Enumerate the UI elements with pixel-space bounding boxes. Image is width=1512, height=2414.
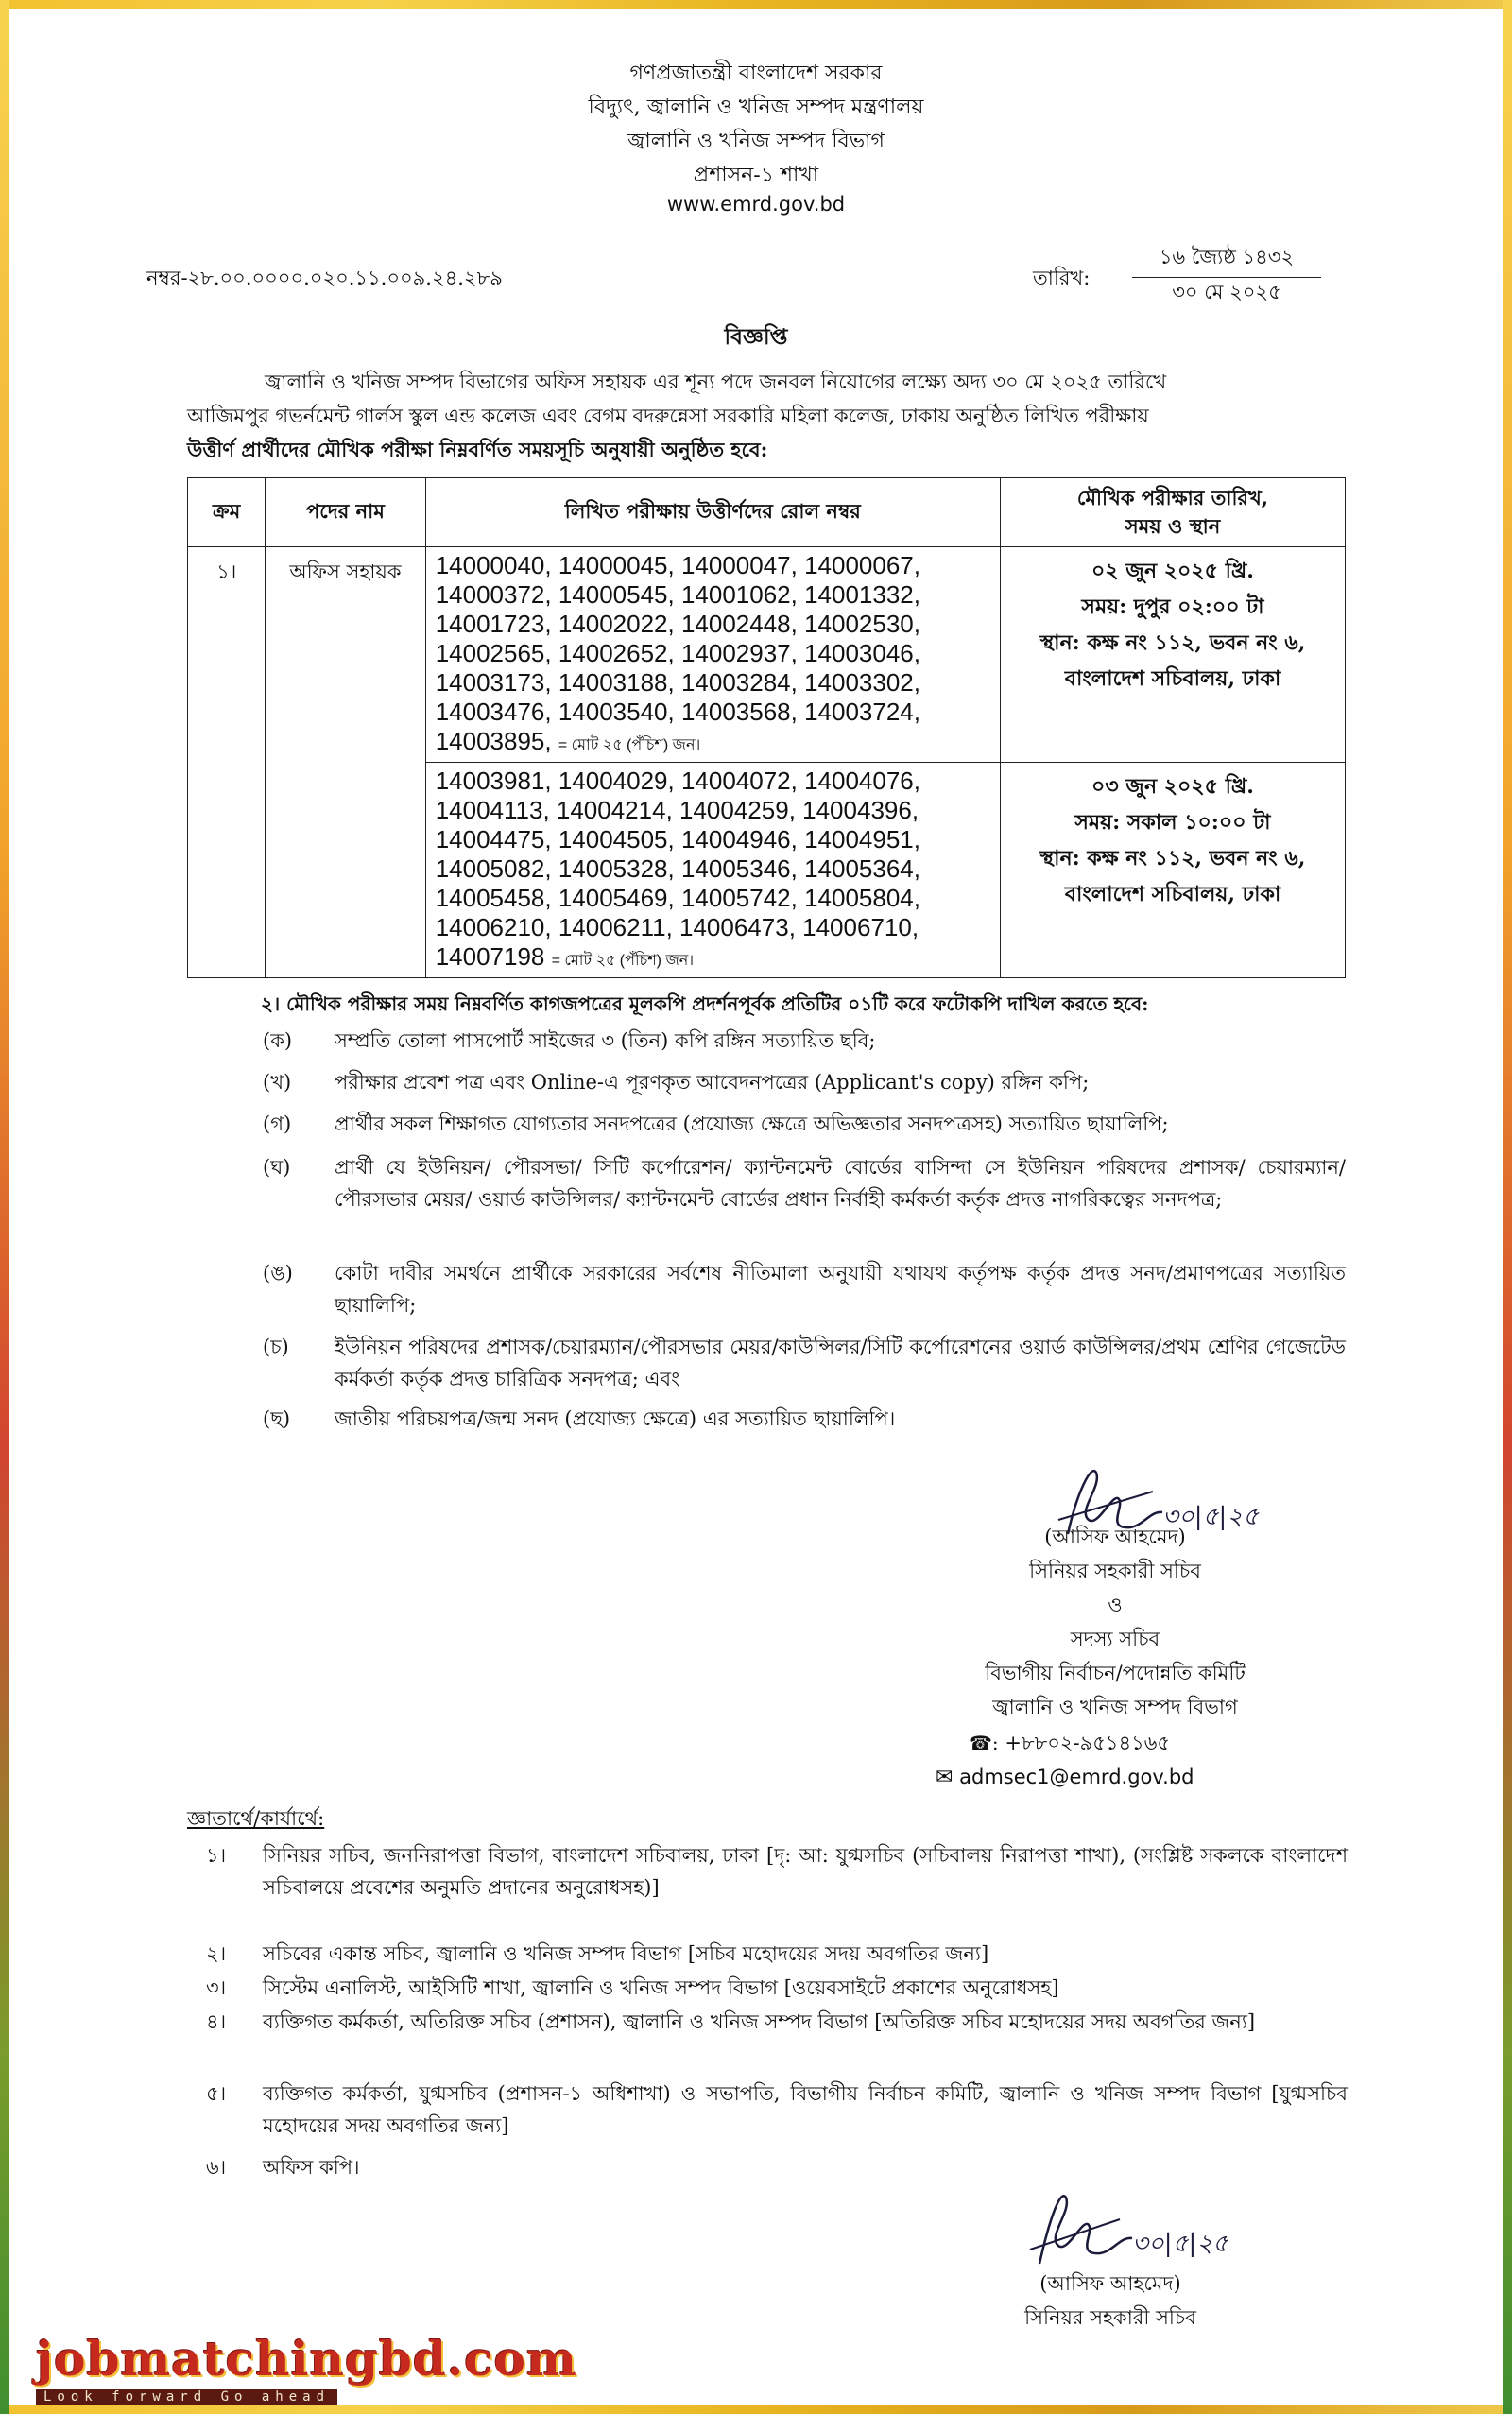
distribution-item (187, 1938, 1351, 1970)
row-post: অফিস সহায়ক (266, 547, 425, 978)
distribution-item-num: ৬। (206, 2156, 227, 2179)
roll-line-last (436, 727, 990, 760)
roll-line: 14001723, 14002022, 14002448, 14002530, (435, 610, 920, 638)
interview-schedule-table (187, 477, 1346, 978)
row-serial: ১। (188, 547, 266, 978)
roll-line: 14002565, 14002652, 14002937, 14003046, (435, 639, 920, 667)
roll-line: 14006210, 14006211, 14006473, 14006710, (435, 913, 919, 941)
notice-body-line2: আজিমপুর গভর্নমেন্ট গার্লস স্কুল এন্ড কলেজ এবং বেগম বদরুন্নেসা সরকারি মহিলা কলেজ, ঢাকায় অনুষ্ঠিত লিখিত পরীক্ষায় (187, 405, 1149, 427)
col-schedule (1000, 478, 1345, 547)
roll-line: 14005082, 14005328, 14005346, 14005364, (435, 854, 920, 883)
roll-group-2 (425, 763, 1000, 978)
schedule-place: স্থান: কক্ষ নং ১১২, ভবন নং ৬, (1040, 846, 1306, 871)
distribution-item-text: সিস্টেম এনালিস্ট, আইসিটি শাখা, জ্বালানি ও খনিজ সম্পদ বিভাগ [ওয়েবসাইটে প্রকাশের অনুরোধসহ] (263, 1976, 1059, 1999)
document-item-text: জাতীয় পরিচয়পত্র/জন্ম সনদ (প্রযোজ্য ক্ষেত্রে) এর সত্যায়িত ছায়ালিপি। (335, 1407, 896, 1430)
document-item (263, 1066, 1349, 1098)
schedule-place-2: বাংলাদেশ সচিবালয়, ঢাকা (1064, 666, 1281, 691)
distribution-item-num: ২। (206, 1942, 227, 1965)
distribution-title: জ্ঞাতার্থে/কার্যার্থে: (187, 1807, 325, 1830)
document-item-text: কোটা দাবীর সমর্থনে প্রার্থীকে সরকারের সর্বশেষ নীতিমালা অনুযায়ী যথাযথ কর্তৃপক্ষ কর্তৃক প্রদত্ত সনদ/প্রমাণপত্রের সত্যায়িত ছায়ালিপি; (335, 1262, 1346, 1317)
signature-2 (1002, 2174, 1228, 2278)
roll-line: 14005458, 14005469, 14005742, 14005804, (435, 884, 920, 912)
document-item-label: (ক) (263, 1029, 293, 1052)
roll-line-last (436, 942, 990, 975)
roll-line: 14000372, 14000545, 14001062, 14001332, (435, 580, 920, 609)
roll-line: 14003476, 14003540, 14003568, 14003724, (435, 698, 920, 726)
distribution-item (187, 1972, 1351, 2004)
roll-line: 14003981, 14004029, 14004072, 14004076, (435, 767, 920, 795)
schedule-time: সময়: দুপুর ০২:০০ টা (1081, 595, 1264, 619)
header-branch: প্রশাসন-১ শাখা (693, 164, 819, 187)
schedule-group-1 (1000, 547, 1345, 763)
col-rolls: লিখিত পরীক্ষায় উত্তীর্ণদের রোল নম্বর (425, 478, 1000, 547)
logo-tagline: Look forward Go ahead (36, 2389, 337, 2405)
col-serial: ক্রম (188, 478, 266, 547)
document-item-label: (ঘ) (263, 1156, 291, 1179)
email-icon: ✉ (936, 1766, 954, 1789)
signer-1-name: (আসিফ আহমেদ) (1044, 1526, 1186, 1548)
svg-text:৩০|৫|২৫: ৩০|৫|২৫ (1132, 2230, 1228, 2258)
document-item-text: প্রার্থীর সকল শিক্ষাগত যোগ্যতার সনদপত্রের (প্রযোজ্য ক্ষেত্রে অভিজ্ঞতার সনদপত্রসহ) সত্যায়িত ছায়ালিপি; (335, 1112, 1169, 1135)
signer-1-title3: বিভাগীয় নির্বাচন/পদোন্নতি কমিটি (985, 1662, 1246, 1684)
table-row (188, 547, 1346, 763)
date-english: ৩০ মে ২০২৫ (1172, 281, 1281, 303)
document-page (9, 9, 1503, 2405)
header-government: গণপ্রজাতন্ত্রী বাংলাদেশ সরকার (629, 61, 883, 85)
document-item-label: (ছ) (263, 1407, 291, 1430)
distribution-item-num: ৪। (206, 2010, 227, 2033)
distribution-item-num: ৩। (206, 1976, 227, 1999)
document-item (263, 1257, 1349, 1325)
document-item-label: (খ) (263, 1071, 292, 1094)
signer-1-title2: সদস্য সচিব (1070, 1628, 1160, 1650)
date-bangla: ১৬ জ্যৈষ্ঠ ১৪৩২ (1132, 242, 1321, 278)
signer-1-and: ও (1108, 1594, 1123, 1616)
document-item-text: ইউনিয়ন পরিষদের প্রশাসক/চেয়ারম্যান/পৌরসভার মেয়র/কাউন্সিলর/সিটি কর্পোরেশনের ওয়ার্ড কাউন্সিলর/প্রথম শ্রেণির গেজেটেড কর্মকর্তা কর্তৃক প্রদত্ত চারিত্রিক সনদপত্র; এবং (335, 1336, 1346, 1390)
distribution-item-text: ব্যক্তিগত কর্মকর্তা, অতিরিক্ত সচিব (প্রশাসন), জ্বালানি ও খনিজ সম্পদ বিভাগ [অতিরিক্ত সচিব মহোদয়ের সদয় অবগতির জন্য] (263, 2010, 1256, 2033)
col-schedule-line1: মৌখিক পরীক্ষার তারিখ, (1076, 486, 1269, 509)
schedule-date: ০২ জুন ২০২৫ খ্রি. (1091, 559, 1254, 583)
header-website[interactable]: www.emrd.gov.bd (666, 193, 846, 216)
document-item-text: প্রার্থী যে ইউনিয়ন/ পৌরসভা/ সিটি কর্পোরেশন/ ক্যান্টনমেন্ট বোর্ডের বাসিন্দা সে ইউনিয়ন পরিষদের প্রশাসক/ চেয়ারম্যান/ পৌরসভার মেয়র/ ওয়ার্ড কাউন্সিলর/ ক্যান্টনমেন্ট বোর্ডের প্রধান নির্বাহী কর্মকর্তা কর্তৃক প্রদত্ত নাগরিকত্বের সনদপত্র; (335, 1156, 1346, 1211)
notice-body-line1: জ্বালানি ও খনিজ সম্পদ বিভাগের অফিস সহায়ক এর শূন্য পদে জনবল নিয়োগের লক্ষ্যে অদ্য ৩০ মে ২০২৫ তারিখে (265, 371, 1167, 393)
document-item (263, 1108, 1349, 1140)
signer-1-title4: জ্বালানি ও খনিজ সম্পদ বিভাগ (992, 1696, 1238, 1718)
document-item-label: (চ) (263, 1336, 289, 1358)
document-item-label: (গ) (263, 1112, 292, 1135)
signer-1-title: সিনিয়র সহকারী সচিব (1029, 1560, 1201, 1582)
distribution-item-text: সিনিয়র সচিব, জননিরাপত্তা বিভাগ, বাংলাদেশ সচিবালয়, ঢাকা [দৃ: আ: যুগ্মসচিব (সচিবালয় নিরাপত্তা শাখা), (সংশ্লিষ্ট সকলকে বাংলাদেশ সচিবালয়ে প্রবেশের অনুমতি প্রদানের অনুরোধসহ)] (263, 1844, 1348, 1899)
schedule-place: স্থান: কক্ষ নং ১১২, ভবন নং ৬, (1040, 630, 1306, 655)
document-item (263, 1403, 1349, 1435)
frame-left-edge (0, 0, 9, 2414)
signer-2-title: সিনিয়র সহকারী সচিব (1024, 2306, 1196, 2329)
schedule-place-2: বাংলাদেশ সচিবালয়, ঢাকা (1064, 882, 1281, 906)
notice-title: বিজ্ঞপ্তি (724, 324, 788, 350)
signer-1-phone-row (969, 1728, 1170, 1761)
table-header-row (188, 478, 1346, 547)
distribution-item (187, 2006, 1351, 2072)
col-post: পদের নাম (266, 478, 425, 547)
distribution-item-text: ব্যক্তিগত কর্মকর্তা, যুগ্মসচিব (প্রশাসন-১ অধিশাখা) ও সভাপতি, বিভাগীয় নির্বাচন কমিটি, জ্বালানি ও খনিজ সম্পদ বিভাগ [যুগ্মসচিব মহোদয়ের সদয় অবগতির জন্য] (263, 2082, 1348, 2137)
col-schedule-line2: সময় ও স্থান (1125, 514, 1221, 538)
last-roll: 14007198 (435, 942, 545, 971)
header-ministry: বিদ্যুৎ, জ্বালানি ও খনিজ সম্পদ মন্ত্রণালয় (588, 95, 924, 119)
roll-total: = মোট ২৫ (পঁচিশ) জন। (551, 953, 695, 969)
distribution-item-text: সচিবের একান্ত সচিব, জ্বালানি ও খনিজ সম্পদ বিভাগ [সচিব মহোদয়ের সদয় অবগতির জন্য] (263, 1942, 989, 1965)
roll-group-1 (425, 547, 1000, 763)
svg-text:৩০|৫|২৫: ৩০|৫|২৫ (1162, 1503, 1259, 1531)
document-item-label: (ঙ) (263, 1262, 293, 1285)
roll-line: 14004113, 14004214, 14004259, 14004396, (435, 796, 919, 824)
memo-number: নম্বর-২৮.০০.০০০০.০২০.১১.০০৯.২৪.২৮৯ (146, 267, 503, 289)
document-item (263, 1151, 1349, 1255)
distribution-item (187, 2078, 1351, 2144)
signer-2-name: (আসিফ আহমেদ) (1040, 2272, 1181, 2295)
documents-intro: ২। মৌখিক পরীক্ষার সময় নিম্নবর্ণিত কাগজপত্রের মূলকপি প্রদর্শনপূর্বক প্রতিটির ০১টি করে ফটোকপি দাখিল করতে হবে: (261, 992, 1149, 1015)
last-roll: 14003895, (435, 727, 552, 755)
frame-right-edge (1503, 0, 1512, 2414)
roll-total: = মোট ২৫ (পঁচিশ) জন। (558, 737, 701, 753)
signer-1-email[interactable]: admsec1@emrd.gov.bd (959, 1766, 1194, 1788)
document-item (263, 1331, 1349, 1399)
signer-1-phone: +৮৮০২-৯৫১৪১৬৫ (1005, 1732, 1171, 1754)
roll-line: 14004475, 14004505, 14004946, 14004951, (435, 825, 920, 854)
logo-text: jobmatchingbd.com (36, 2331, 577, 2387)
schedule-group-2 (1000, 763, 1345, 978)
roll-line: 14000040, 14000045, 14000047, 14000067, (435, 551, 920, 579)
watermark-logo[interactable] (36, 2331, 577, 2405)
signer-1-email-row (936, 1766, 1194, 1789)
roll-line: 14003173, 14003188, 14003284, 14003302, (435, 668, 920, 697)
distribution-item-text: অফিস কপি। (263, 2156, 360, 2179)
notice-body-line3: উত্তীর্ণ প্রার্থীদের মৌখিক পরীক্ষা নিম্নবর্ণিত সময়সূচি অনুযায়ী অনুষ্ঠিত হবে: (187, 438, 768, 461)
distribution-item-num: ৫। (206, 2082, 227, 2105)
schedule-time: সময়: সকাল ১০:০০ টা (1074, 810, 1271, 835)
phone-icon: ☎: (969, 1732, 999, 1754)
document-item-text: পরীক্ষার প্রবেশ পত্র এবং Online-এ পূরণকৃত আবেদনপত্রের (Applicant's copy) রঙ্গিন কপি; (335, 1071, 1090, 1094)
schedule-date: ০৩ জুন ২০২৫ খ্রি. (1091, 774, 1254, 799)
distribution-item (187, 1839, 1351, 1905)
document-item-text: সম্প্রতি তোলা পাসপোর্ট সাইজের ৩ (তিন) কপি রঙ্গিন সত্যায়িত ছবি; (335, 1029, 876, 1052)
header-division: জ্বালানি ও খনিজ সম্পদ বিভাগ (627, 129, 885, 153)
document-item (263, 1025, 1349, 1057)
date-label: তারিখ: (1033, 267, 1091, 289)
distribution-item-num: ১। (206, 1844, 227, 1867)
